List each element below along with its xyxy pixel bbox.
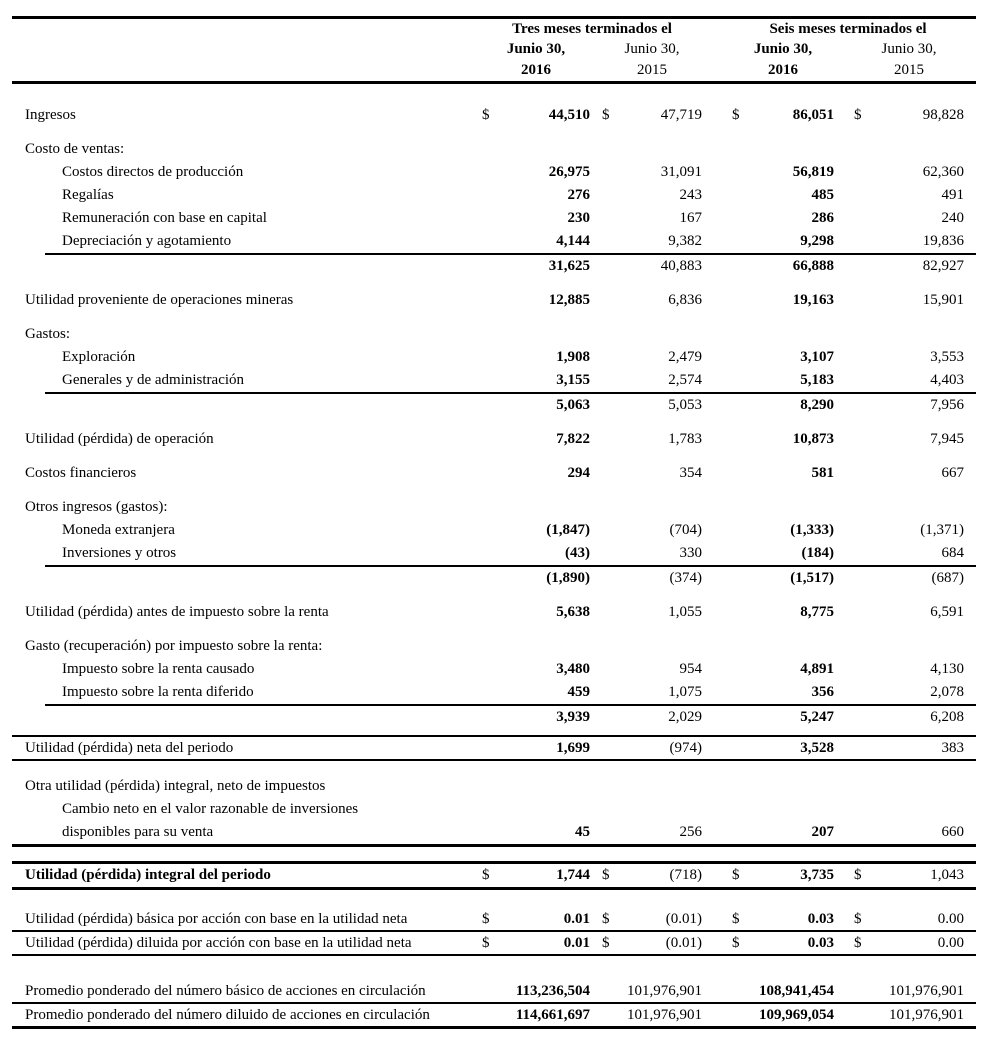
row-utilidad-integral-periodo [12,864,976,887]
value-cell: 256 [679,824,702,840]
value-cell: (1,371) [920,522,964,538]
row-label: Utilidad (pérdida) de operación [25,431,214,447]
value-cell: 660 [941,824,964,840]
value-cell: 5,063 [556,397,590,413]
value-cell: 4,130 [930,661,964,677]
value-cell: 2,574 [668,372,702,388]
value-cell: 3,155 [556,372,590,388]
value-cell: 3,528 [800,740,834,756]
row-label: Utilidad proveniente de operaciones mineras [25,292,294,308]
row-label: Depreciación y agotamiento [62,233,232,249]
value-cell: 330 [679,545,702,561]
value-cell: 7,945 [930,431,964,447]
row-promedio-diluido-acciones [12,1004,976,1026]
value-cell: 31,091 [660,164,702,180]
row-label: Utilidad (pérdida) básica por acción con base en la utilidad neta [25,911,408,927]
value-cell: 0.00 [937,935,964,951]
value-cell: 4,891 [800,661,834,677]
column-header-year: 2016 [521,62,551,78]
value-cell: 230 [567,210,590,226]
value-cell: (374) [669,570,702,586]
value-cell: 1,075 [668,684,702,700]
row-utilidad-operaciones-mineras [12,289,976,312]
value-cell: 62,360 [922,164,964,180]
row-exploracion [12,346,976,369]
value-cell: (1,333) [790,522,834,538]
row-utilidad-basica-por-accion [12,908,976,930]
row-utilidad-diluida-por-accion [12,932,976,954]
row-label: Promedio ponderado del número básico de acciones en circulación [25,983,426,999]
header-period-groups [12,19,976,39]
row-remuneracion [12,207,976,230]
value-cell: (718) [669,867,702,883]
value-cell: (1,517) [790,570,834,586]
column-header-month: Junio 30, [624,41,680,57]
value-cell: 5,053 [668,397,702,413]
value-cell: 459 [567,684,590,700]
section-label: Costo de ventas: [25,141,125,157]
value-cell: (974) [669,740,702,756]
value-cell: 167 [679,210,702,226]
value-cell: 0.01 [563,911,590,927]
row-otros-ingresos-header [12,496,976,519]
section-label: Gasto (recuperación) por impuesto sobre la renta: [25,638,323,654]
value-cell: 581 [811,465,834,481]
value-cell: (1,847) [546,522,590,538]
row-costos-directos [12,161,976,184]
row-otros-ingresos-total [12,567,976,590]
row-impuesto-diferido [12,681,976,704]
value-cell: 40,883 [660,258,702,274]
value-cell: 98,828 [922,107,964,123]
value-cell: 101,976,901 [889,1007,964,1023]
row-label: Costos directos de producción [62,164,244,180]
value-cell: 109,969,054 [759,1007,834,1023]
value-cell: 354 [679,465,702,481]
row-label: Utilidad (pérdida) integral del periodo [25,867,271,883]
row-regalias [12,184,976,207]
column-header-month: Junio 30, [753,41,813,57]
row-label: disponibles para su venta [62,824,214,840]
value-cell: (1,890) [546,570,590,586]
row-label: Utilidad (pérdida) diluida por acción con base en la utilidad neta [25,935,412,951]
row-promedio-basico-acciones [12,980,976,1002]
value-cell: 3,107 [800,349,834,365]
value-cell: 114,661,697 [515,1007,590,1023]
currency-symbol: $ [854,935,862,951]
value-cell: 1,055 [668,604,702,620]
row-generales-administracion [12,369,976,392]
value-cell: 7,822 [556,431,590,447]
value-cell: 56,819 [792,164,834,180]
row-moneda-extranjera [12,519,976,542]
value-cell: 0.03 [807,911,834,927]
value-cell: 2,029 [668,709,702,725]
value-cell: 15,901 [922,292,964,308]
column-header-month: Junio 30, [506,41,566,57]
value-cell: 667 [941,465,964,481]
value-cell: 286 [811,210,834,226]
row-label: Utilidad (pérdida) antes de impuesto sobre la renta [25,604,329,620]
value-cell: (0.01) [665,911,702,927]
column-header-year: 2016 [768,62,798,78]
value-cell: 1,908 [556,349,590,365]
value-cell: 485 [811,187,834,203]
value-cell: 108,941,454 [759,983,834,999]
row-inversiones-otros [12,542,976,565]
value-cell: 101,976,901 [627,1007,702,1023]
value-cell: (704) [669,522,702,538]
value-cell: 4,144 [556,233,590,249]
value-cell: 8,290 [800,397,834,413]
value-cell: 276 [567,187,590,203]
row-label: Promedio ponderado del número diluido de acciones en circulación [25,1007,430,1023]
column-header-year: 2015 [894,62,924,78]
value-cell: 66,888 [792,258,834,274]
value-cell: 12,885 [548,292,590,308]
value-cell: 4,403 [930,372,964,388]
currency-symbol: $ [732,867,740,883]
currency-symbol: $ [602,935,610,951]
section-label: Otros ingresos (gastos): [25,499,168,515]
value-cell: 101,976,901 [889,983,964,999]
currency-symbol: $ [482,107,490,123]
value-cell: 207 [811,824,834,840]
currency-symbol: $ [602,867,610,883]
row-label: Ingresos [25,107,76,123]
currency-symbol: $ [732,107,740,123]
value-cell: 356 [811,684,834,700]
value-cell: 954 [679,661,702,677]
row-cambio-neto-inversiones [12,798,976,821]
value-cell: 2,078 [930,684,964,700]
currency-symbol: $ [732,935,740,951]
row-label: Remuneración con base en capital [62,210,267,226]
row-gastos-header [12,323,976,346]
row-gastos-total [12,394,976,417]
value-cell: (43) [565,545,590,561]
value-cell: 1,699 [556,740,590,756]
row-impuesto-causado [12,658,976,681]
header-three-months: Tres meses terminados el [512,21,672,37]
value-cell: 1,043 [930,867,964,883]
currency-symbol: $ [854,867,862,883]
value-cell: 8,775 [800,604,834,620]
row-utilidad-neta-periodo [12,737,976,759]
row-label: Exploración [62,349,136,365]
value-cell: 86,051 [792,107,834,123]
value-cell: 7,956 [930,397,964,413]
value-cell: 19,163 [792,292,834,308]
row-costos-financieros [12,462,976,485]
row-label: Generales y de administración [62,372,245,388]
value-cell: 240 [941,210,964,226]
value-cell: 0.03 [807,935,834,951]
value-cell: 243 [679,187,702,203]
value-cell: 6,836 [668,292,702,308]
value-cell: 3,939 [556,709,590,725]
currency-symbol: $ [482,935,490,951]
currency-symbol: $ [602,107,610,123]
value-cell: 9,298 [800,233,834,249]
row-label: Cambio neto en el valor razonable de inversiones [62,801,359,817]
value-cell: (184) [801,545,834,561]
currency-symbol: $ [482,911,490,927]
value-cell: 47,719 [660,107,702,123]
currency-symbol: $ [854,911,862,927]
row-ingresos [12,104,976,127]
value-cell: 684 [941,545,964,561]
row-utilidad-operacion [12,428,976,451]
value-cell: (0.01) [665,935,702,951]
value-cell: (687) [931,570,964,586]
row-gasto-impuesto-header [12,635,976,658]
row-label: Impuesto sobre la renta diferido [62,684,254,700]
row-disponibles-venta [12,821,976,844]
column-header-month: Junio 30, [881,41,937,57]
header-six-months: Seis meses terminados el [769,21,927,37]
currency-symbol: $ [854,107,862,123]
row-otra-utilidad-integral-header [12,775,976,798]
value-cell: 31,625 [548,258,590,274]
value-cell: 10,873 [792,431,834,447]
section-label: Otra utilidad (pérdida) integral, neto de impuestos [25,778,326,794]
value-cell: 26,975 [548,164,590,180]
row-depreciacion [12,230,976,253]
header-year-row [12,60,976,81]
value-cell: 101,976,901 [627,983,702,999]
row-utilidad-antes-impuesto [12,601,976,624]
value-cell: 9,382 [668,233,702,249]
header-month-row [12,39,976,60]
currency-symbol: $ [732,911,740,927]
value-cell: 5,247 [800,709,834,725]
value-cell: 1,783 [668,431,702,447]
value-cell: 3,480 [556,661,590,677]
value-cell: 3,735 [800,867,834,883]
value-cell: 0.01 [563,935,590,951]
value-cell: 3,553 [930,349,964,365]
value-cell: 491 [941,187,964,203]
value-cell: 383 [941,740,964,756]
currency-symbol: $ [602,911,610,927]
section-label: Gastos: [25,326,70,342]
value-cell: 19,836 [922,233,964,249]
row-costo-ventas-total [12,255,976,278]
row-label: Utilidad (pérdida) neta del periodo [25,740,234,756]
row-label: Costos financieros [25,465,137,481]
value-cell: 1,744 [556,867,590,883]
value-cell: 6,208 [930,709,964,725]
row-label: Moneda extranjera [62,522,175,538]
value-cell: 45 [575,824,590,840]
row-costo-de-ventas-header [12,138,976,161]
divider-bottom [12,1026,976,1029]
value-cell: 5,638 [556,604,590,620]
value-cell: 294 [567,465,590,481]
row-impuesto-total [12,706,976,729]
value-cell: 5,183 [800,372,834,388]
value-cell: 113,236,504 [515,983,590,999]
value-cell: 2,479 [668,349,702,365]
currency-symbol: $ [482,867,490,883]
value-cell: 44,510 [548,107,590,123]
row-label: Impuesto sobre la renta causado [62,661,255,677]
value-cell: 0.00 [937,911,964,927]
row-label: Inversiones y otros [62,545,177,561]
value-cell: 6,591 [930,604,964,620]
row-label: Regalías [62,187,114,203]
column-header-year: 2015 [637,62,667,78]
value-cell: 82,927 [922,258,964,274]
